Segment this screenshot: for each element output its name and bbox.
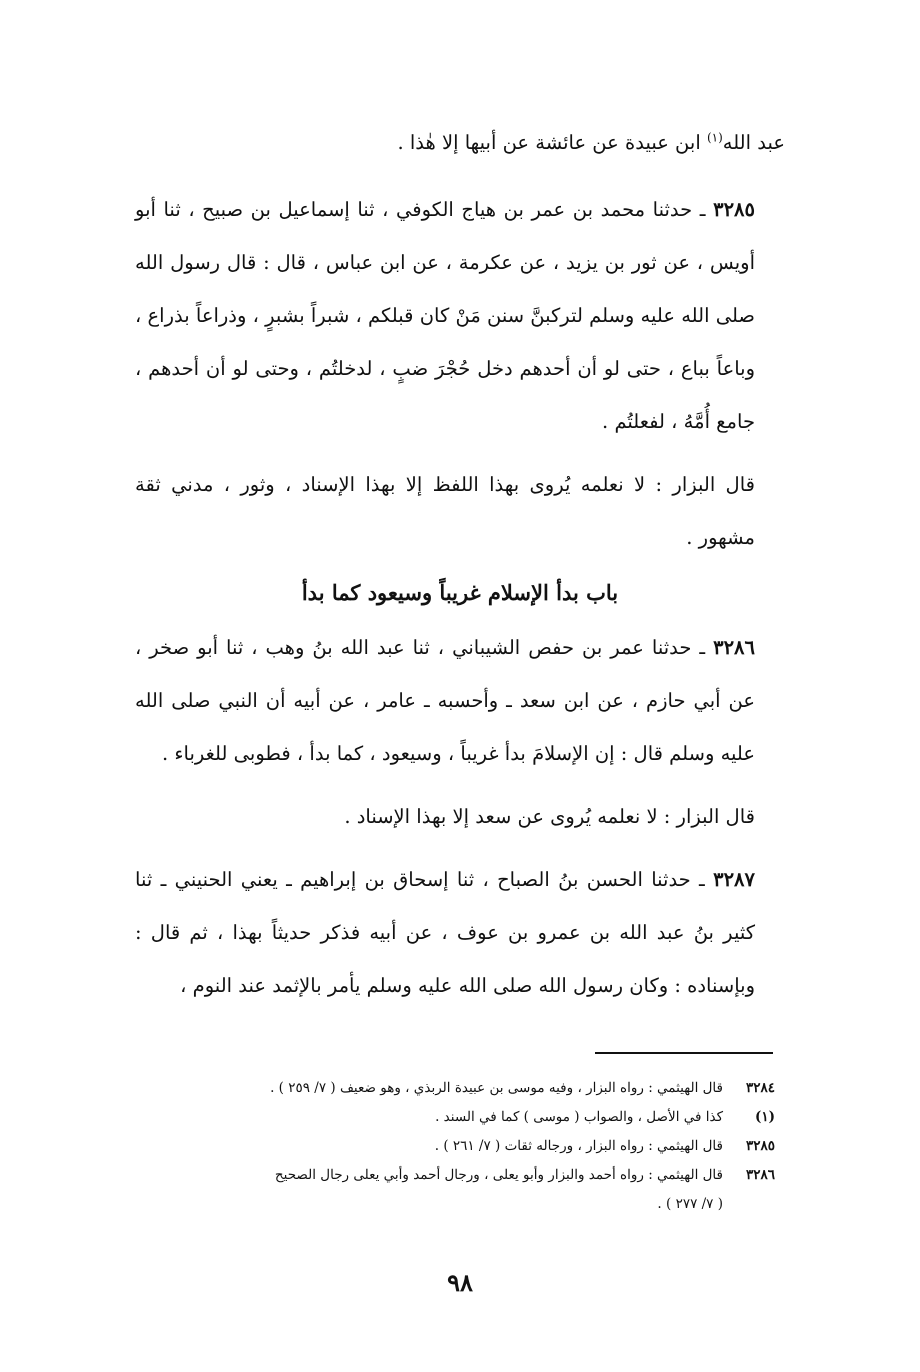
- hadith-3287: [135, 853, 785, 1012]
- hadith-number: ٣٢٨٦: [713, 636, 755, 659]
- footnote-text: قال الهيثمي : رواه البزار ، ورجاله ثقات ( ٧/ ٢٦١ ) .: [434, 1138, 723, 1154]
- bazzar-comment: قال البزار : لا نعلمه يُروى عن سعد إلا بهذا الإسناد .: [344, 805, 755, 828]
- footnote-number: ٣٢٨٥: [745, 1138, 775, 1154]
- hadith-number: ٣٢٨٧: [713, 868, 755, 891]
- footnote-item: [120, 1074, 785, 1103]
- hadith-text: ـ حدثنا عمر بن حفص الشيباني ، ثنا عبد الله بنُ وهب ، ثنا أبو صخر ، عن أبي حازم ، عن ابن سعد ـ وأحسبه ـ عامر ، عن أبيه أن النبي صلى الله عليه وسلم قال : إن الإسلامَ بدأ غريباً ، وسيعود ، كما بدأ ، فطوبى للغرباء .: [135, 636, 755, 765]
- footnotes: [120, 1074, 785, 1219]
- hadith-text: ـ حدثنا محمد بن عمر بن هياج الكوفي ، ثنا إسماعيل بن صبيح ، ثنا أبو أويس ، عن ثور بن يزيد ، عن عكرمة ، عن ابن عباس ، قال : قال رسول الله صلى الله عليه وسلم لتركبنَّ سنن مَنْ كان قبلكم ، شبراً بشبرٍ ، وذراعاً بذراع ، وباعاً بباع ، حتى لو أن أحدهم دخل حُجْرَ ضبٍ ، لدخلتُم ، وحتى لو أن أحدهم ، جامع أُمَّهُ ، لفعلتُم .: [135, 198, 755, 433]
- footnote-text: قال الهيثمي : رواه البزار ، وفيه موسى بن عبيدة الربذي ، وهو ضعيف ( ٧/ ٢٥٩ ) .: [270, 1080, 723, 1096]
- footnote-continuation: ( ٧/ ٢٧٧ ) .: [657, 1196, 723, 1212]
- bazzar-comment: قال البزار : لا نعلمه يُروى بهذا اللفظ إلا بهذا الإسناد ، وثور ، مدني ثقة مشهور .: [135, 473, 755, 549]
- page-number: ٩٨: [447, 1268, 473, 1297]
- footnote-text: قال الهيثمي : رواه أحمد والبزار وأبو يعلى ، ورجال أحمد وأبي يعلى رجال الصحيح: [274, 1167, 723, 1183]
- main-text: [135, 116, 785, 1012]
- footnote-item: [120, 1103, 785, 1132]
- continuation-line: [135, 116, 785, 169]
- hadith-3286: [135, 621, 785, 780]
- footnote-item: [120, 1132, 785, 1161]
- footnote-number: (١): [754, 1109, 775, 1125]
- chapter-heading: باب بدأ الإسلام غريباً وسيعود كما بدأ: [301, 580, 619, 605]
- text-segment: عبد الله: [722, 131, 785, 154]
- hadith-3285: [135, 183, 785, 448]
- footnote-item: [120, 1161, 785, 1190]
- footnote-reference: (١): [706, 130, 723, 145]
- text-segment: ابن عبيدة عن عائشة عن أبيها إلا هٰذا .: [397, 131, 707, 154]
- footnote-number: ٣٢٨٤: [745, 1080, 775, 1096]
- hadith-text: ـ حدثنا الحسن بنُ الصباح ، ثنا إسحاق بن إبراهيم ـ يعني الحنيني ـ ثنا كثير بنُ عبد الله بن عمرو بن عوف ، عن أبيه فذكر حديثاً بهذا ، ثم قال : وبإسناده : وكان رسول الله صلى الله عليه وسلم يأمر بالإثمد عند النوم ،: [135, 868, 755, 997]
- footnote-number: ٣٢٨٦: [745, 1167, 775, 1183]
- footnote-text: كذا في الأصل ، والصواب ( موسى ) كما في السند .: [435, 1109, 723, 1125]
- footnote-divider: [595, 1052, 773, 1054]
- hadith-number: ٣٢٨٥: [713, 198, 755, 221]
